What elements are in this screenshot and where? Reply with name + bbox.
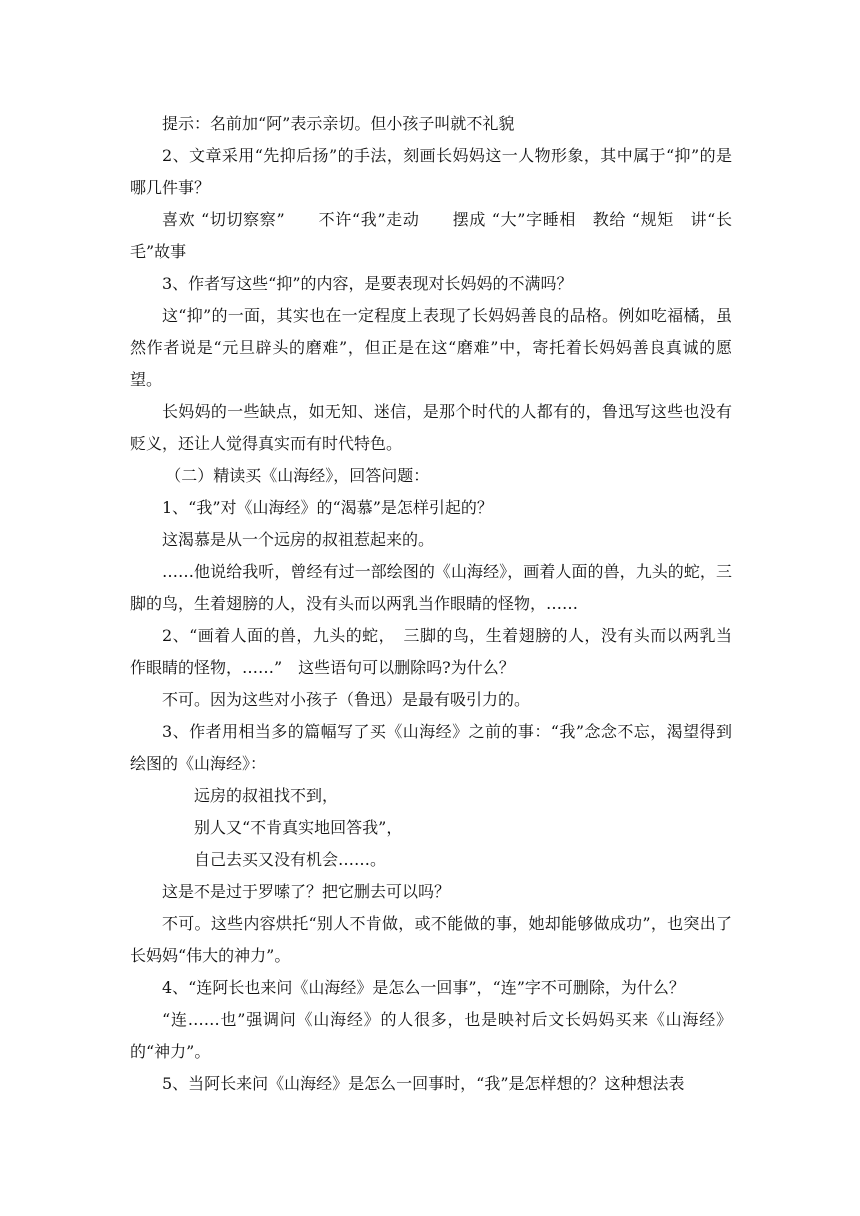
quotation-b1: ……他说给我听，曾经有过一部绘图的《山海经》，画着人面的兽，九头的蛇，三脚的鸟，生着翅膀的人，没有头而以两乳当作眼睛的怪物，…… xyxy=(130,562,732,613)
list-item: 远房的叔祖找不到， xyxy=(194,786,339,805)
answer-b3: 不可。这些内容烘托“别人不肯做，或不能做的事，她却能够做成功”，也突出了长妈妈“伟大的神力”。 xyxy=(130,914,732,965)
question-3: 3、作者写这些“抑”的内容，是要表现对长妈妈的不满吗？ xyxy=(162,274,573,293)
answer-b4: “连……也”强调问《山海经》的人很多，也是映衬后文长妈妈买来《山海经》的“神力”。 xyxy=(130,1010,732,1061)
answer-3-part-1: 这“抑”的一面，其实也在一定程度上表现了长妈妈善良的品格。例如吃福橘，虽然作者说是“元旦辟头的磨难”，但正是在这“磨难”中，寄托着长妈妈善良真诚的愿望。 xyxy=(130,306,732,389)
question-b5: 5、当阿长来问《山海经》是怎么一回事时，“我”是怎样想的？这种想法表 xyxy=(162,1074,685,1093)
question-b2: 2、“画着人面的兽，九头的蛇， 三脚的鸟，生着翅膀的人，没有头而以两乳当作眼睛的怪物，……” 这些语句可以删除吗?为什么？ xyxy=(130,626,732,677)
question-b1: 1、“我”对《山海经》的“渴慕”是怎样引起的？ xyxy=(162,498,493,517)
question-b4: 4、“连阿长也来问《山海经》是怎么一回事”，“连”字不可删除，为什么？ xyxy=(162,978,685,997)
answer-2: 喜欢 “切切察察” 不许“我”走动 摆成 “大”字睡相 教给 “规矩 讲“长毛”故事 xyxy=(130,210,732,261)
list-item: 别人又“不肯真实地回答我”， xyxy=(194,818,403,837)
answer-b2: 不可。因为这些对小孩子（鲁迅）是最有吸引力的。 xyxy=(162,690,531,709)
document-page xyxy=(130,108,732,1100)
question-2: 2、文章采用“先抑后扬”的手法，刻画长妈妈这一人物形象，其中属于“抑”的是哪几件事？ xyxy=(130,146,732,197)
section-heading: （二）精读买《山海经》，回答问题： xyxy=(165,466,430,485)
answer-3-part-2: 长妈妈的一些缺点，如无知、迷信，是那个时代的人都有的，鲁迅写这些也没有贬义，还让人觉得真实而有时代特色。 xyxy=(130,402,732,453)
hint-paragraph: 提示：名前加“阿”表示亲切。但小孩子叫就不礼貌 xyxy=(162,114,515,133)
question-b3: 3、作者用相当多的篇幅写了买《山海经》之前的事：“我”念念不忘，渴望得到绘图的《山海经》： xyxy=(130,722,732,773)
question-b3-followup: 这是不是过于罗嗦了？把它删去可以吗？ xyxy=(162,882,451,901)
answer-b1: 这渴慕是从一个远房的叔祖惹起来的。 xyxy=(162,530,435,549)
list-item: 自己去买又没有机会……。 xyxy=(194,850,387,869)
